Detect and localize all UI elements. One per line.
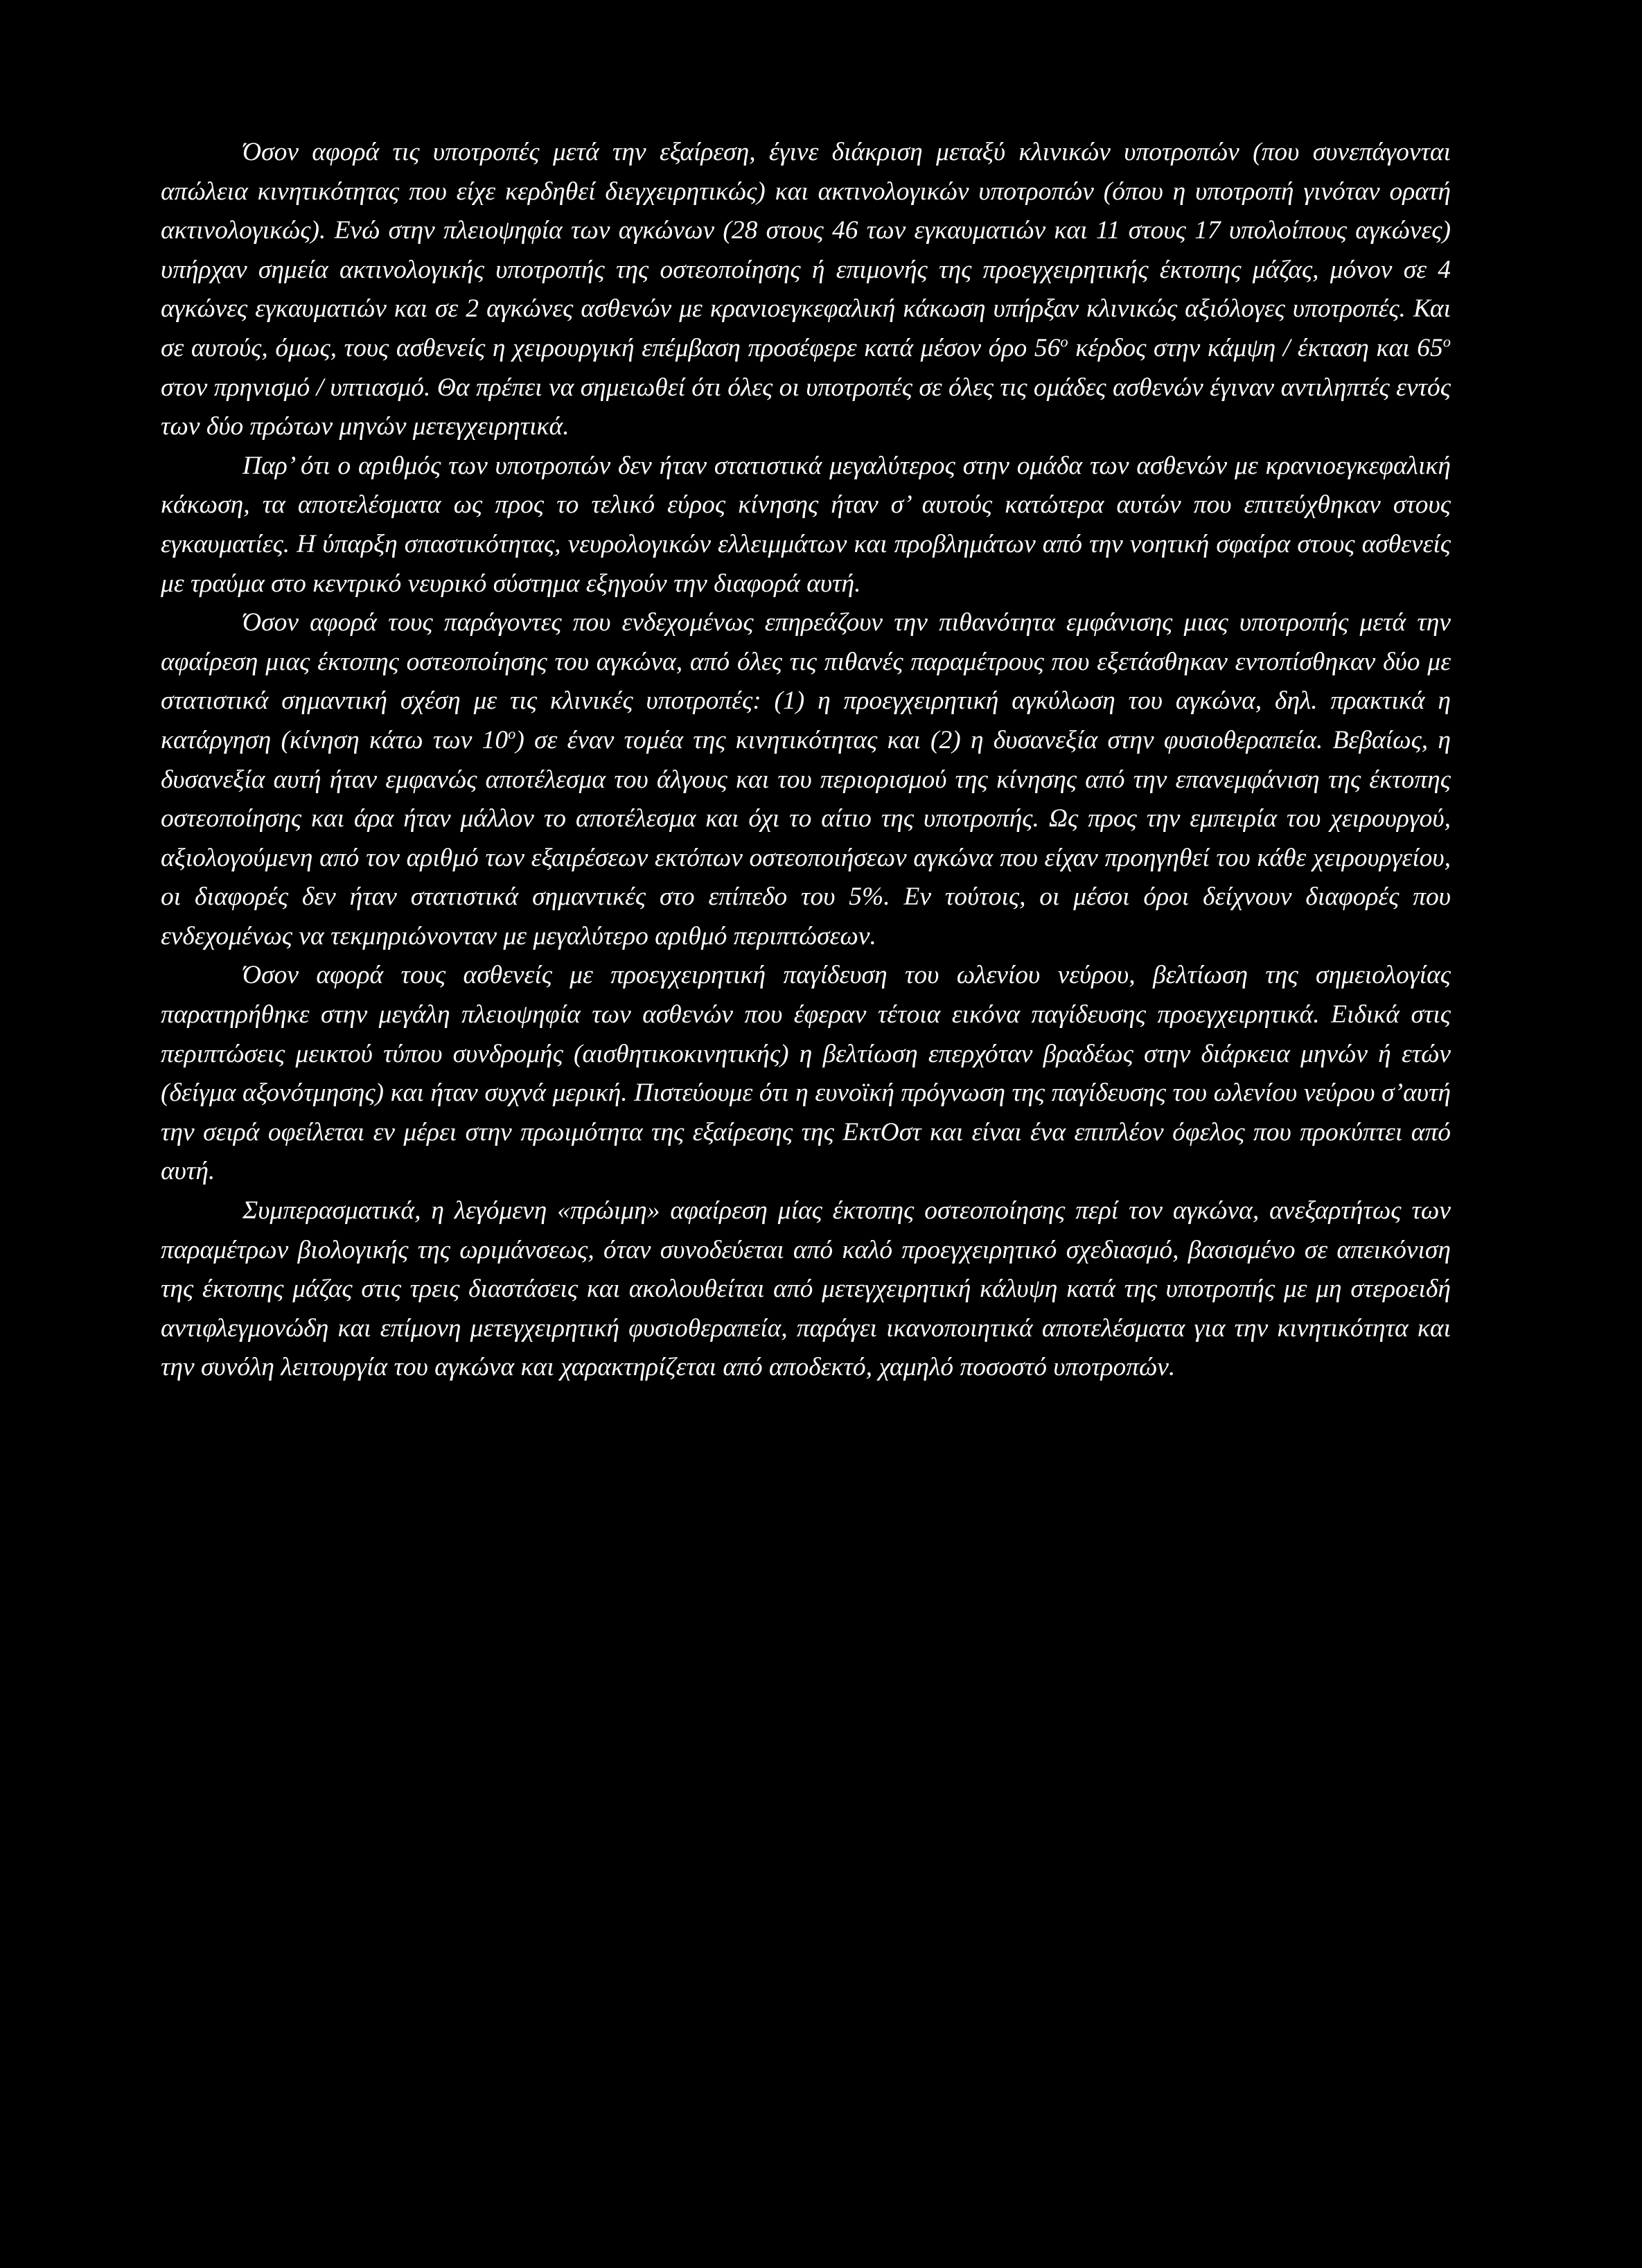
paragraph-risk-factors — [161, 603, 1451, 956]
paragraph-recurrences — [161, 133, 1451, 447]
text-run: Όσον αφορά τους ασθενείς με προεγχειρητική παγίδευση του ωλενίου νεύρου, βελτίωση της σημειολογίας παρατηρήθηκε στην μεγάλη πλειοψηφία των ασθενών που έφεραν τέτοια εικόνα παγίδευσης προεγχειρητικά. Ειδικά στις περιπτώσεις μεικτού τύπου συνδρομής (αισθητικοκινητικής) η βελτίωση επερχόταν βραδέως στην διάρκεια μηνών ή ετών (δείγμα αξονότμησης) και ήταν συχνά μερική. Πιστεύουμε ότι η ευνοϊκή πρόγνωση της παγίδευσης του ωλενίου νεύρου σ’αυτή την σειρά οφείλεται εν μέρει στην πρωιμότητα της εξαίρεσης της ΕκτΟστ και είναι ένα επιπλέον όφελος που προκύπτει από αυτή. — [161, 961, 1451, 1186]
paragraph-ulnar-nerve — [161, 956, 1451, 1191]
paragraph-head-injury — [161, 447, 1451, 603]
text-run: στον πρηνισμό / υπτιασμό. Θα πρέπει να σημειωθεί ότι όλες οι υποτροπές σε όλες τις ομάδες ασθενών έγιναν αντιληπτές εντός των δύο πρώτων μηνών μετεγχειρητικά. — [161, 373, 1451, 441]
document-body — [161, 133, 1451, 1388]
text-run: κέρδος στην κάμψη / έκταση και 65 — [1068, 333, 1443, 362]
text-run: Όσον αφορά τους παράγοντες που ενδεχομένως επηρεάζουν την πιθανότητα εμφάνισης μιας υποτροπής μετά την αφαίρεση μιας έκτοπης οστεοποίησης του αγκώνα, από όλες τις πιθανές παραμέτρους που εξετάσθηκαν εντοπίσθηκαν δύο με στατιστικά σημαντική σχέση με τις κλινικές υποτροπές: (1) η προεγχειρητική αγκύλωση του αγκώνα, δηλ. πρακτικά η κατάργηση (κίνηση κάτω των 10 — [161, 608, 1451, 754]
text-run: ) σε έναν τομέα της κινητικότητας και (2) η δυσανεξία στην φυσιοθεραπεία. Βεβαίως, η δυσανεξία αυτή ήταν εμφανώς αποτέλεσμα του άλγους και του περιορισμού της κίνησης από την επανεμφάνιση της έκτοπης οστεοποίησης και άρα ήταν μάλλον το αποτέλεσμα και όχι το αίτιο της υποτροπής. Ως προς την εμπειρία του χειρουργού, αξιολογούμενη από τον αριθμό των εξαιρέσεων εκτόπων οστεοποιήσεων αγκώνα που είχαν προηγηθεί του κάθε χειρουργείου, οι διαφορές δεν ήταν στατιστικά σημαντικές στο επίπεδο του 5%. Εν τούτοις, οι μέσοι όροι δείχνουν διαφορές που ενδεχομένως να τεκμηριώνονταν με μεγαλύτερο αριθμό περιπτώσεων. — [161, 725, 1451, 950]
text-run: Συμπερασματικά, η λεγόμενη «πρώιμη» αφαίρεση μίας έκτοπης οστεοποίησης περί τον αγκώνα, ανεξαρτήτως των παραμέτρων βιολογικής της ωριμάνσεως, όταν συνοδεύεται από καλό προεγχειρητικό σχεδιασμό, βασισμένο σε απεικόνιση της έκτοπης μάζας στις τρεις διαστάσεις και ακολουθείται από μετεγχειρητική κάλυψη κατά της υποτροπής με μη στεροειδή αντιφλεγμονώδη και επίμονη μετεγχειρητική φυσιοθεραπεία, παράγει ικανοποιητικά αποτελέσματα για την κινητικότητα και την συνόλη λειτουργία του αγκώνα και χαρακτηρίζεται από αποδεκτό, χαμηλό ποσοστό υποτροπών. — [161, 1196, 1451, 1382]
text-run: Παρ’ ότι ο αριθμός των υποτροπών δεν ήταν στατιστικά μεγαλύτερος στην ομάδα των ασθενών με κρανιοεγκεφαλική κάκωση, τα αποτελέσματα ως προς το τελικό εύρος κίνησης ήταν σ’ αυτούς κατώτερα αυτών που επιτεύχθηκαν στους εγκαυματίες. Η ύπαρξη σπαστικότητας, νευρολογικών ελλειμμάτων και προβλημάτων από την νοητική σφαίρα στους ασθενείς με τραύμα στο κεντρικό νευρικό σύστημα εξηγούν την διαφορά αυτή. — [161, 451, 1451, 598]
degree-superscript: o — [508, 725, 516, 743]
paragraph-conclusion — [161, 1191, 1451, 1388]
text-run: Όσον αφορά τις υποτροπές μετά την εξαίρεση, έγινε διάκριση μεταξύ κλινικών υποτροπών (που συνεπάγονται απώλεια κινητικότητας που είχε κερδηθεί διεγχειρητικώς) και ακτινολογικών υποτροπών (όπου η υποτροπή γινόταν ορατή ακτινολογικώς). Ενώ στην πλειοψηφία των αγκώνων (28 στους 46 των εγκαυματιών και 11 στους 17 υπολοίπους αγκώνες) υπήρχαν σημεία ακτινολογικής υποτροπής της οστεοποίησης ή επιμονής της προεγχειρητικής έκτοπης μάζας, μόνον σε 4 αγκώνες εγκαυματιών και σε 2 αγκώνες ασθενών με κρανιοεγκεφαλική κάκωση υπήρξαν κλινικώς αξιόλογες υποτροπές. Και σε αυτούς, όμως, τους ασθενείς η χειρουργική επέμβαση προσέφερε κατά μέσον όρο 56 — [161, 138, 1451, 362]
degree-superscript: o — [1060, 333, 1068, 351]
degree-superscript: o — [1442, 333, 1451, 351]
